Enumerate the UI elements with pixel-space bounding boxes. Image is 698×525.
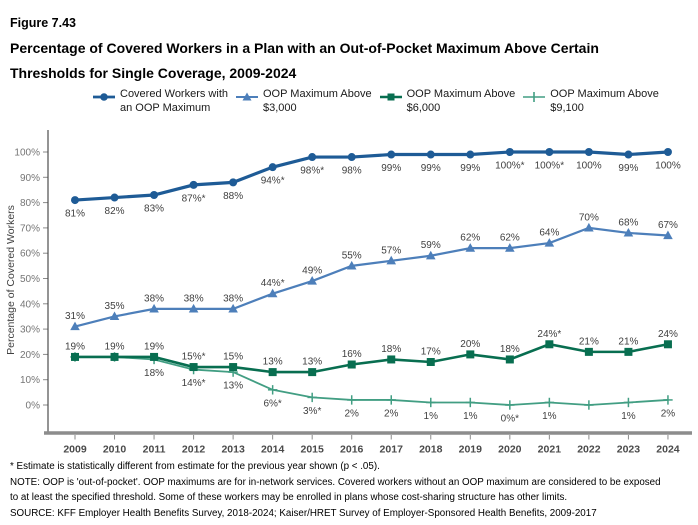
chart-line-plus — [75, 357, 668, 405]
x-tick-label: 2015 — [300, 443, 324, 455]
data-point-label: 1% — [463, 410, 478, 422]
data-point-label: 35% — [104, 300, 125, 312]
circle-data-point — [229, 178, 237, 186]
data-point-label: 64% — [539, 227, 560, 239]
triangle-data-point — [584, 223, 594, 232]
data-point-label: 98%* — [300, 165, 325, 177]
y-tick-label: 50% — [19, 274, 40, 285]
data-point-label: 94%* — [260, 175, 285, 187]
data-point-label: 62% — [499, 232, 520, 244]
circle-data-point — [111, 194, 119, 202]
data-point-label: 100% — [576, 160, 602, 172]
legend-label-line1: OOP Maximum Above — [406, 88, 516, 100]
plus-data-point — [268, 385, 277, 394]
legend-label-line2: $6,000 — [406, 101, 441, 114]
plus-data-point — [466, 398, 475, 407]
footnote-note: NOTE: OOP is 'out-of-pocket'. OOP maximums are for in-network services. Covered workers without an OOP maximum are considered to be exposed to at least the specified threshold. Some of these workers may be enrolled in plans whose cost-sharing structure has other limits. — [10, 476, 661, 503]
data-point-label: 21% — [578, 336, 599, 348]
x-tick-label: 2018 — [419, 443, 443, 455]
data-point-label: 13% — [262, 356, 283, 368]
circle-data-point — [308, 153, 316, 161]
data-point-label: 15% — [223, 351, 244, 363]
data-point-label: 24% — [657, 328, 678, 340]
x-tick-label: 2012 — [181, 443, 206, 455]
figure-title-line1: Percentage of Covered Workers in a Plan with an Out-of-Pocket Maximum Above Certain — [10, 40, 599, 56]
line-chart — [0, 125, 698, 455]
circle-marker-icon — [92, 91, 116, 103]
y-tick-label: 60% — [19, 248, 40, 260]
x-tick-label: 2024 — [656, 443, 680, 455]
square-data-point — [269, 368, 277, 376]
chart-line-circle — [75, 152, 668, 200]
circle-data-point — [545, 148, 553, 156]
data-point-label: 49% — [302, 265, 323, 277]
data-point-label: 68% — [618, 217, 639, 229]
data-point-label: 15%* — [181, 351, 206, 363]
legend-label-line2: an OOP Maximum — [120, 101, 211, 114]
data-point-label: 87%* — [181, 193, 206, 205]
circle-data-point — [348, 153, 356, 161]
plus-marker-icon — [522, 91, 546, 103]
legend-label — [120, 88, 228, 115]
legend-item-oop-3000 — [235, 88, 372, 115]
legend-label-line1: Covered Workers with — [120, 88, 228, 100]
square-marker-icon — [379, 91, 403, 103]
triangle-marker-icon — [235, 91, 259, 103]
plus-data-point — [584, 400, 593, 409]
square-data-point — [71, 353, 79, 361]
x-tick-label: 2023 — [616, 443, 641, 455]
square-data-point — [506, 355, 514, 363]
data-point-label: 38% — [223, 293, 244, 305]
data-point-label: 21% — [618, 336, 639, 348]
y-tick-label: 90% — [19, 172, 40, 184]
data-point-label: 13% — [223, 380, 244, 392]
square-data-point — [664, 340, 672, 348]
data-point-label: 16% — [341, 349, 362, 361]
square-data-point — [427, 358, 435, 366]
circle-data-point — [624, 151, 632, 159]
legend-label-line2: $3,000 — [263, 101, 297, 114]
x-tick-label: 2016 — [340, 443, 364, 455]
plus-data-point — [387, 395, 396, 404]
legend-label — [550, 88, 659, 115]
legend-label-line1: OOP Maximum Above — [550, 88, 659, 100]
x-tick-label: 2010 — [102, 443, 127, 455]
plus-data-point — [663, 395, 672, 404]
square-data-point — [348, 361, 356, 369]
circle-data-point — [664, 148, 672, 156]
legend-item-covered-workers — [92, 88, 228, 115]
data-point-label: 19% — [104, 341, 125, 353]
data-point-label: 82% — [104, 206, 125, 218]
y-axis-title: Percentage of Covered Workers — [5, 205, 17, 355]
data-point-label: 99% — [420, 163, 441, 175]
circle-data-point — [585, 148, 593, 156]
x-tick-label: 2009 — [63, 443, 87, 455]
legend-label-line2: $9,100 — [550, 101, 584, 114]
y-tick-label: 80% — [19, 198, 40, 210]
data-point-label: 3%* — [303, 405, 322, 417]
circle-data-point — [387, 151, 395, 159]
data-point-label: 18% — [499, 343, 520, 355]
data-point-label: 2% — [660, 408, 676, 420]
circle-data-point — [506, 148, 514, 156]
x-tick-label: 2017 — [379, 443, 403, 455]
plus-data-point — [624, 398, 633, 407]
legend-label — [263, 88, 372, 115]
circle-data-point — [71, 196, 79, 204]
square-data-point — [466, 350, 474, 358]
x-tick-label: 2013 — [221, 443, 245, 455]
square-data-point — [624, 348, 632, 356]
circle-data-point — [190, 181, 198, 189]
data-point-label: 18% — [144, 367, 165, 379]
data-point-label: 20% — [460, 338, 481, 350]
y-tick-label: 10% — [19, 375, 40, 387]
y-tick-label: 40% — [19, 299, 40, 311]
plus-data-point — [426, 398, 435, 407]
data-point-label: 100%* — [534, 160, 565, 172]
data-point-label: 38% — [144, 293, 165, 305]
x-tick-label: 2021 — [537, 443, 562, 455]
data-point-label: 31% — [64, 311, 86, 323]
square-data-point — [308, 368, 316, 376]
x-tick-label: 2022 — [577, 443, 601, 455]
footnote-source: SOURCE: KFF Employer Health Benefits Survey, 2018-2024; Kaiser/HRET Survey of Employer-Sponsored Health Benefits, 2009-2017 — [10, 507, 597, 519]
data-point-label: 67% — [657, 219, 678, 231]
data-point-label: 99% — [460, 163, 481, 175]
y-tick-label: 30% — [19, 324, 40, 336]
data-point-label: 100%* — [495, 160, 525, 172]
data-point-label: 55% — [341, 250, 362, 262]
legend-label-line1: OOP Maximum Above — [263, 88, 372, 100]
plus-data-point — [545, 398, 554, 407]
x-tick-label: 2020 — [498, 443, 522, 455]
plus-data-point — [347, 395, 356, 404]
data-point-label: 17% — [420, 346, 441, 358]
data-point-label: 19% — [144, 341, 165, 353]
data-point-label: 70% — [578, 212, 599, 224]
data-point-label: 13% — [302, 356, 323, 368]
y-tick-label: 20% — [19, 349, 40, 361]
chart-legend — [92, 88, 666, 115]
data-point-label: 2% — [384, 408, 399, 420]
data-point-label: 1% — [542, 410, 557, 422]
data-point-label: 57% — [381, 245, 402, 257]
data-point-label: 24%* — [537, 328, 562, 340]
figure-title-line2: Thresholds for Single Coverage, 2009-2024 — [10, 65, 297, 81]
x-tick-label: 2014 — [260, 443, 285, 455]
data-point-label: 14%* — [181, 378, 206, 390]
legend-label — [407, 88, 516, 115]
square-data-point — [111, 353, 119, 361]
square-data-point — [229, 363, 237, 371]
y-tick-label: 70% — [19, 223, 40, 235]
circle-data-point — [269, 163, 277, 171]
x-tick-label: 2011 — [142, 443, 166, 455]
data-point-label: 6%* — [263, 398, 282, 410]
data-point-label: 1% — [423, 410, 438, 422]
footnote-asterisk: * Estimate is statistically different from estimate for the previous year shown (p < .05). — [10, 461, 380, 472]
plus-data-point — [307, 393, 316, 402]
data-point-label: 99% — [618, 163, 639, 175]
chart-line-triangle — [75, 228, 668, 327]
data-point-label: 38% — [183, 293, 204, 305]
square-data-point — [387, 355, 395, 363]
circle-data-point — [150, 191, 158, 199]
data-point-label: 83% — [144, 203, 165, 215]
footnotes — [10, 459, 670, 521]
data-point-label: 19% — [64, 341, 86, 353]
data-point-label: 81% — [64, 208, 86, 220]
figure-number: Figure 7.43 — [10, 16, 76, 30]
data-point-label: 0%* — [500, 413, 520, 425]
data-point-label: 100% — [655, 160, 681, 172]
figure-title — [10, 36, 665, 86]
square-data-point — [545, 340, 553, 348]
square-data-point — [150, 353, 158, 361]
square-data-point — [585, 348, 593, 356]
data-point-label: 99% — [381, 163, 402, 175]
y-tick-label: 100% — [14, 147, 40, 159]
data-point-label: 62% — [460, 232, 481, 244]
y-tick-label: 0% — [25, 400, 40, 412]
data-point-label: 2% — [344, 408, 359, 420]
data-point-label: 44%* — [260, 278, 285, 290]
data-point-label: 18% — [381, 343, 402, 355]
x-tick-label: 2019 — [458, 443, 482, 455]
circle-data-point — [427, 151, 435, 159]
data-point-label: 59% — [420, 240, 441, 252]
data-point-label: 88% — [223, 190, 244, 202]
plus-data-point — [505, 400, 514, 409]
square-data-point — [190, 363, 198, 371]
data-point-label: 98% — [341, 165, 362, 177]
data-point-label: 1% — [621, 410, 636, 422]
circle-data-point — [466, 151, 474, 159]
legend-item-oop-6000 — [379, 88, 516, 115]
legend-item-oop-9100 — [522, 88, 659, 115]
